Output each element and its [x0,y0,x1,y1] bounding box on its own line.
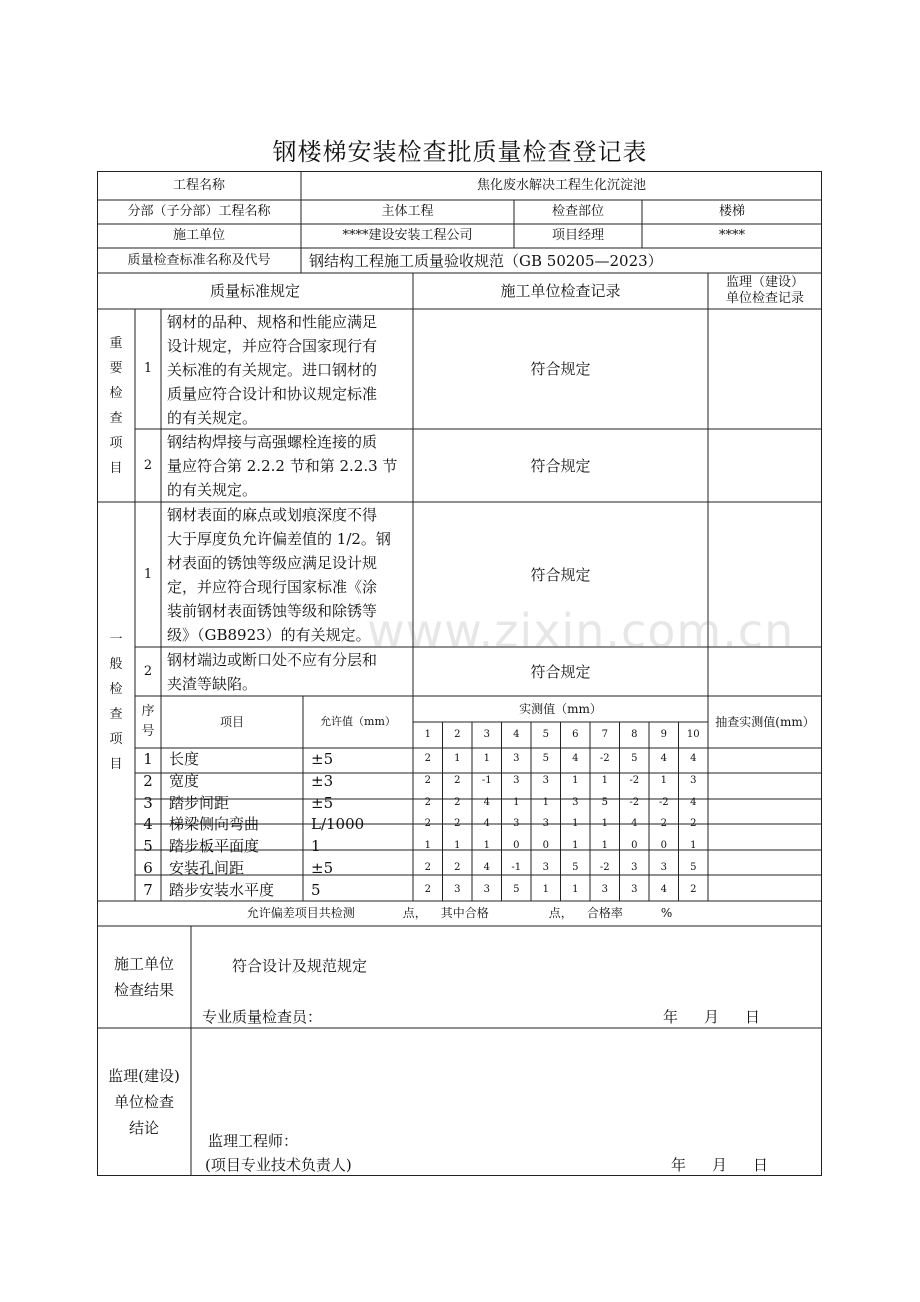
main-item-text [167,310,413,430]
measured-value: 4 [483,818,490,830]
supervision-date-year: 年 [671,1156,687,1174]
measured-value: -1 [481,774,492,786]
measure-row-allowance: ±3 [311,771,334,790]
measured-value: 1 [483,840,490,852]
measured-value: 1 [601,840,608,852]
text-line: 钢材表面的麻点或划痕深度不得 [167,506,378,524]
measured-value: 5 [601,796,608,808]
supervision-engineer-note: (项目专业技术负责人) [205,1156,352,1174]
supervision-result-label [97,1028,191,1176]
location-value: 楼梯 [718,204,745,220]
label-line: 检查结果 [113,981,174,999]
construction-date-year: 年 [663,1008,679,1026]
label-line: 监理(建设) [108,1067,180,1085]
measure-row-item: 梯梁侧向弯曲 [169,815,260,834]
measured-value: -2 [658,796,669,808]
measured-value: 1 [424,840,431,852]
measured-value: 2 [454,818,461,830]
measured-value: 1 [542,796,549,808]
measured-value: 2 [454,862,461,874]
measured-value: -2 [629,774,640,786]
measured-value: 4 [483,796,490,808]
summary-text: 点， [402,906,427,921]
allow-header: 允许值（mm） [320,715,396,729]
project-value: 焦化废水解决工程生化沉淀池 [476,177,646,193]
measured-value: 2 [424,796,431,808]
measured-value: 4 [631,818,638,830]
measured-value: 1 [542,884,549,896]
measure-row-allowance: 1 [311,837,321,856]
inspection-sheet [97,171,822,1176]
measured-column-header: 8 [631,729,638,740]
watermark: www.zixin.com.cn [367,604,795,658]
text-line: 大于厚度负允许偏差值的 1/2。钢 [167,530,391,548]
measured-value: 3 [690,774,697,786]
measured-value: 1 [601,818,608,830]
construction-record-header: 施工单位检查记录 [500,282,621,300]
measured-value: 5 [513,884,520,896]
main-item-text [167,430,413,502]
measured-column-header: 6 [572,729,579,740]
measured-value: 4 [572,752,579,764]
unit-label: 施工单位 [172,228,225,244]
summary-text: 点， [548,906,573,921]
measured-value: 2 [454,774,461,786]
measured-value: 3 [513,752,520,764]
measured-value: 0 [660,840,667,852]
supervision-engineer-label: 监理工程师： [208,1132,299,1150]
measured-value: 3 [513,774,520,786]
measured-value: 1 [601,774,608,786]
measured-value: 3 [542,818,549,830]
main-label-char: 项 [109,435,123,451]
measure-row-item: 踏步间距 [169,793,230,812]
main-item-record: 符合规定 [530,456,591,475]
spot-check-header: 抽查实测值(mm） [715,714,815,729]
text-line: 关标准的有关规定。进口钢材的 [167,361,378,379]
measured-column-header: 1 [424,729,431,740]
measured-value: 3 [542,862,549,874]
measured-header: 实测值（mm） [519,701,602,716]
standard-label: 质量检查标准名称及代号 [127,252,271,268]
measured-value: 2 [690,884,697,896]
text-line: 的有关规定。 [167,481,258,499]
location-label: 检查部位 [551,204,604,220]
division-label: 分部（子分部）工程名称 [127,204,271,220]
measured-column-header: 9 [660,729,667,740]
main-label-char: 检 [109,385,123,401]
main-item-record: 符合规定 [530,360,591,378]
measured-value: -2 [599,862,610,874]
general-label-char: 目 [109,756,123,772]
measured-value: 0 [542,840,549,852]
measured-value: 2 [424,862,431,874]
measured-column-header: 4 [513,729,520,740]
measured-value: 4 [660,884,667,896]
measure-row-item: 长度 [169,749,200,768]
measure-row-item: 宽度 [169,771,200,790]
page-title: 钢楼梯安装检查批质量检查登记表 [272,138,648,166]
measured-value: 4 [660,752,667,764]
summary-text: 其中合格 [440,906,489,921]
measured-value: 1 [690,840,697,852]
measured-value: 4 [483,862,490,874]
measured-value: 4 [690,752,697,764]
measured-value: 1 [454,752,461,764]
measure-row-no: 1 [143,749,153,768]
supervision-date-day: 日 [753,1156,769,1174]
construction-result-label [97,926,191,1028]
label-line: 单位检查 [113,1093,174,1111]
label-line: 施工单位 [113,955,174,973]
measure-row-allowance: ±5 [311,793,334,812]
text-line: 钢材的品种、规格和性能应满足 [167,313,378,331]
general-item-no: 1 [143,566,153,582]
measured-value: 0 [513,840,520,852]
measure-row-allowance: L/1000 [311,815,365,834]
quality-inspector-label: 专业质量检查员： [202,1008,323,1026]
measured-value: 3 [660,862,667,874]
measured-value: 2 [424,752,431,764]
measured-value: 2 [424,774,431,786]
general-label-char: 查 [109,706,123,722]
measured-value: 1 [660,774,667,786]
measured-value: 5 [542,752,549,764]
measure-row-no: 4 [143,815,153,834]
text-line: 的有关规定。 [167,409,258,427]
summary-text: 允许偏差项目共检测 [246,906,355,921]
measure-row-allowance: ±5 [311,859,334,878]
project-label: 工程名称 [172,177,225,193]
main-label-char: 目 [109,460,123,476]
measured-column-header: 2 [454,729,461,740]
measured-value: 3 [483,884,490,896]
measured-value: 5 [572,862,579,874]
text-line: 级》（GB8923）的有关规定。 [167,626,371,644]
manager-value: **** [719,228,745,244]
measured-value: 3 [601,884,608,896]
measure-row-no: 7 [143,881,153,900]
seq-header-line2: 号 [141,724,155,739]
general-label-char: 检 [109,681,123,697]
measure-row-item: 踏步安装水平度 [169,881,275,900]
measure-row-item: 踏步板平面度 [169,837,260,856]
main-label-char: 查 [109,410,123,426]
general-label-char: 一 [109,631,123,647]
text-line: 材表面的锈蚀等级应满足设计规 [167,554,378,572]
measured-value: 3 [631,884,638,896]
supervision-record-header [708,273,822,309]
summary-text: % [660,906,673,921]
measured-value: 1 [454,840,461,852]
general-item-record: 符合规定 [530,662,591,681]
measure-row-no: 5 [143,837,153,856]
measured-value: 2 [454,796,461,808]
main-item-no: 2 [143,457,153,473]
division-value: 主体工程 [381,204,434,220]
measured-value: 5 [690,862,697,874]
measure-row-no: 3 [143,793,153,812]
main-items-label [97,309,135,502]
measured-value: 4 [690,796,697,808]
measured-value: 2 [424,884,431,896]
seq-header-line1: 序 [141,704,155,719]
general-item-no: 2 [143,663,153,679]
label-line: 结论 [128,1119,159,1137]
measured-column-header: 5 [542,729,549,740]
measured-value: 3 [572,796,579,808]
measure-row-no: 6 [143,859,153,878]
general-item-record: 符合规定 [530,565,591,584]
measured-value: -2 [629,796,640,808]
manager-label: 项目经理 [551,228,604,244]
measured-value: 5 [631,752,638,764]
main-item-no: 1 [143,361,153,377]
summary-text: 合格率 [586,906,623,921]
measured-value: 2 [690,818,697,830]
supervision-date-month: 月 [712,1156,728,1174]
measured-value: 3 [542,774,549,786]
construction-date-day: 日 [745,1008,761,1026]
measured-value: 2 [660,818,667,830]
measure-row-allowance: ±5 [311,749,334,768]
measured-value: 1 [572,818,579,830]
measured-column-header: 10 [686,729,700,740]
text-line: 钢结构焊接与高强螺栓连接的质 [167,433,378,451]
text-line: 夹渣等缺陷。 [167,675,258,693]
unit-value: ****建设安装工程公司 [342,228,473,244]
text-line: 钢材端边或断口处不应有分层和 [167,651,378,669]
measured-value: -1 [511,862,522,874]
general-label-char: 般 [109,656,123,672]
measure-row-item: 安装孔间距 [169,859,245,878]
text-line: 设计规定，并应符合国家现行有 [167,337,378,355]
supervision-record-header-line1: 监理（建设） [725,275,804,290]
measured-column-header: 3 [483,729,490,740]
standard-value: 钢结构工程施工质量验收规范（GB 50205—2023） [309,251,663,270]
measured-value: 3 [513,818,520,830]
measure-row-allowance: 5 [311,881,321,900]
measured-value: -2 [599,752,610,764]
quality-header: 质量标准规定 [209,282,300,300]
summary-row [97,901,822,926]
measured-value: 1 [572,774,579,786]
measured-value: 3 [454,884,461,896]
main-label-char: 要 [109,360,123,376]
text-line: 定，并应符合现行国家标准《涂 [167,578,378,596]
seq-header [135,696,161,748]
measured-value: 1 [483,752,490,764]
text-line: 装前钢材表面锈蚀等级和除锈等 [167,602,378,620]
measured-value: 2 [424,818,431,830]
construction-date-month: 月 [704,1008,720,1026]
text-line: 量应符合第 2.2.2 节和第 2.2.3 节 [167,457,398,475]
main-label-char: 重 [109,335,123,351]
measure-row-no: 2 [143,771,153,790]
measured-column-header: 7 [601,729,608,740]
general-label-char: 项 [109,731,123,747]
measured-value: 1 [572,884,579,896]
measured-value: 0 [631,840,638,852]
measured-value: 1 [572,840,579,852]
measured-value: 3 [631,862,638,874]
general-items-label [97,502,135,901]
construction-result-text: 符合设计及规范规定 [232,957,368,975]
item-header: 项目 [219,714,244,729]
measured-value: 1 [513,796,520,808]
text-line: 质量应符合设计和协议规定标准 [167,385,378,403]
supervision-record-header-line2: 单位检查记录 [725,291,804,306]
